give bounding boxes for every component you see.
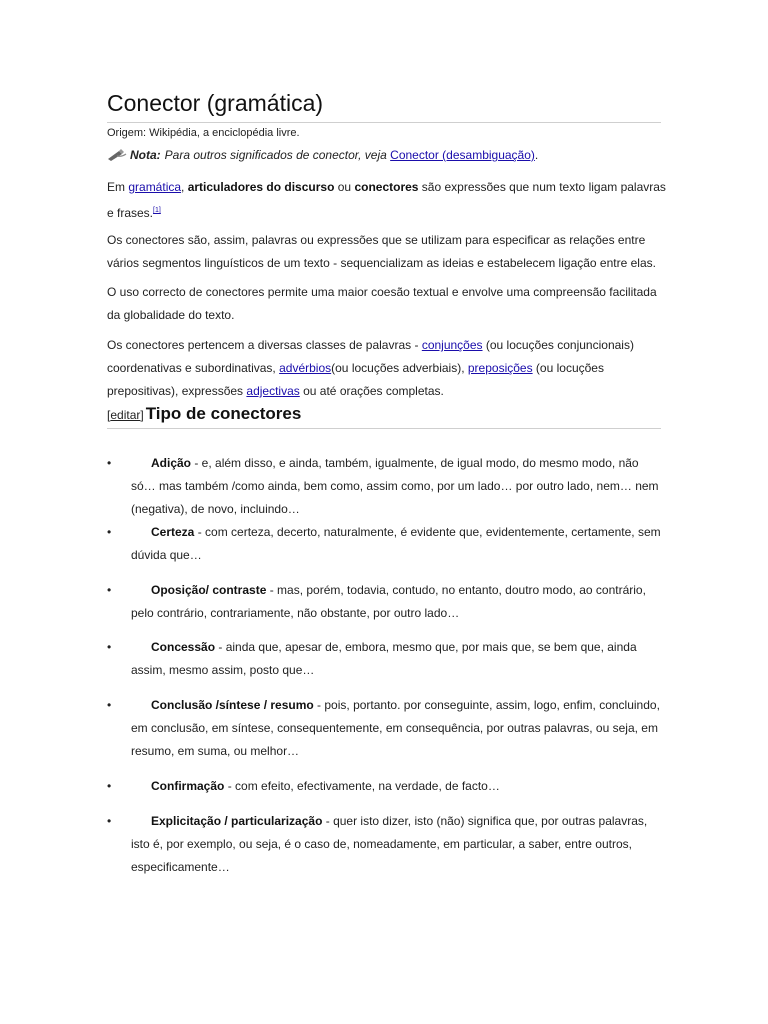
link-preposicoes[interactable]: preposições: [467, 361, 533, 375]
origin-line: Origem: Wikipédia, a enciclopédia livre.: [107, 127, 300, 139]
bold-term: articuladores do discurso: [187, 180, 335, 194]
paragraph-relations: Os conectores são, assim, palavras ou expressões que se utilizam para especificar as relações entre vários segmentos linguísticos de um texto - sequencializam as ideias e estabelecem ligação entre elas.: [107, 233, 656, 270]
note-end: .: [534, 148, 539, 162]
text: (ou locuções conjuncionais) coordenativas e subordinativas,: [107, 338, 634, 375]
text: ou até orações completas.: [299, 384, 444, 398]
item-text: - com certeza, decerto, naturalmente, é evidente que, evidentemente, certamente, sem dúvida que…: [131, 525, 661, 562]
text: Em: [107, 180, 129, 194]
item-term: Confirmação: [151, 779, 225, 793]
list-item: [107, 521, 662, 567]
paragraph-intro: [107, 176, 667, 225]
item-text: - quer isto dizer, isto (não) significa que, por outras palavras, isto é, por exemplo, ou seja, é o caso de, nomeadamente, em particular, a saber, entre outros, especificamente…: [131, 814, 648, 874]
item-term: Conclusão /síntese / resumo: [151, 698, 314, 712]
bullet-glyph: •: [107, 698, 112, 712]
item-term: Certeza: [151, 525, 195, 539]
item-term: Explicitação / particularização: [151, 814, 323, 828]
section-title: Tipo de conectores: [145, 404, 302, 423]
bullet-glyph: •: [107, 640, 112, 654]
item-text: - pois, portanto. por conseguinte, assim, logo, enfim, concluindo, em conclusão, em síntese, consequentemente, em consequência, por outras palavras, ou seja, em resumo, em suma, ou melhor…: [131, 698, 660, 758]
page-title: Conector (gramática): [107, 88, 661, 123]
bullet-glyph: •: [107, 814, 112, 828]
link-adjectivas[interactable]: adjectivas: [246, 384, 300, 398]
text: são expressões que num texto ligam palavras e frases.: [107, 180, 666, 220]
item-text: - com efeito, efectivamente, na verdade, de facto…: [224, 779, 500, 793]
link-conjuncoes[interactable]: conjunções: [421, 338, 483, 352]
pencil-note-icon: [107, 148, 127, 162]
text: ,: [181, 180, 188, 194]
bullet-glyph: •: [107, 456, 112, 470]
paragraph-usage: O uso correcto de conectores permite uma maior coesão textual e envolve uma compreensão facilitada da globalidade do texto.: [107, 285, 657, 322]
item-term: Oposição/ contraste: [151, 583, 267, 597]
item-term: Adição: [151, 456, 192, 470]
bullet-glyph: •: [107, 779, 112, 793]
list-item: [107, 694, 662, 763]
note-label: Nota:: [130, 148, 161, 162]
edit-close: ]: [140, 408, 144, 422]
list-item: [107, 579, 662, 625]
list-item: [107, 810, 662, 879]
edit-section-link[interactable]: editar: [110, 408, 141, 422]
paragraph-classes: [107, 334, 667, 403]
text: (ou locuções prepositivas), expressões: [107, 361, 604, 398]
disambiguation-link[interactable]: Conector (desambiguação): [390, 148, 535, 162]
list-item: [107, 636, 662, 682]
bullet-glyph: •: [107, 525, 112, 539]
item-term: Concessão: [151, 640, 216, 654]
item-text: - mas, porém, todavia, contudo, no entanto, doutro modo, ao contrário, pelo contrário, contrariamente, não obstante, por outro lado…: [131, 583, 646, 620]
section-heading: [107, 404, 661, 429]
edit-open: [: [107, 408, 111, 422]
note-text: Para outros significados de conector, veja: [164, 148, 387, 162]
link-adverbios[interactable]: advérbios: [279, 361, 332, 375]
item-text: - ainda que, apesar de, embora, mesmo que, por mais que, se bem que, ainda assim, mesmo assim, posto que…: [131, 640, 637, 677]
link-gramatica[interactable]: gramática: [128, 180, 182, 194]
text: ou: [334, 180, 355, 194]
reference-link[interactable]: [1]: [153, 207, 161, 214]
text: (ou locuções adverbiais),: [331, 361, 468, 375]
bold-term: conectores: [354, 180, 419, 194]
text: Os conectores pertencem a diversas classes de palavras -: [107, 338, 422, 352]
list-item: [107, 452, 662, 521]
item-text: - e, além disso, e ainda, também, igualmente, de igual modo, do mesmo modo, não só… mas também /como ainda, bem como, assim como, por um lado… por outro lado, nem… nem (negativa), de novo, incluindo…: [131, 456, 659, 516]
list-item: [107, 775, 662, 798]
disambiguation-note: [107, 148, 538, 162]
bullet-glyph: •: [107, 583, 112, 597]
